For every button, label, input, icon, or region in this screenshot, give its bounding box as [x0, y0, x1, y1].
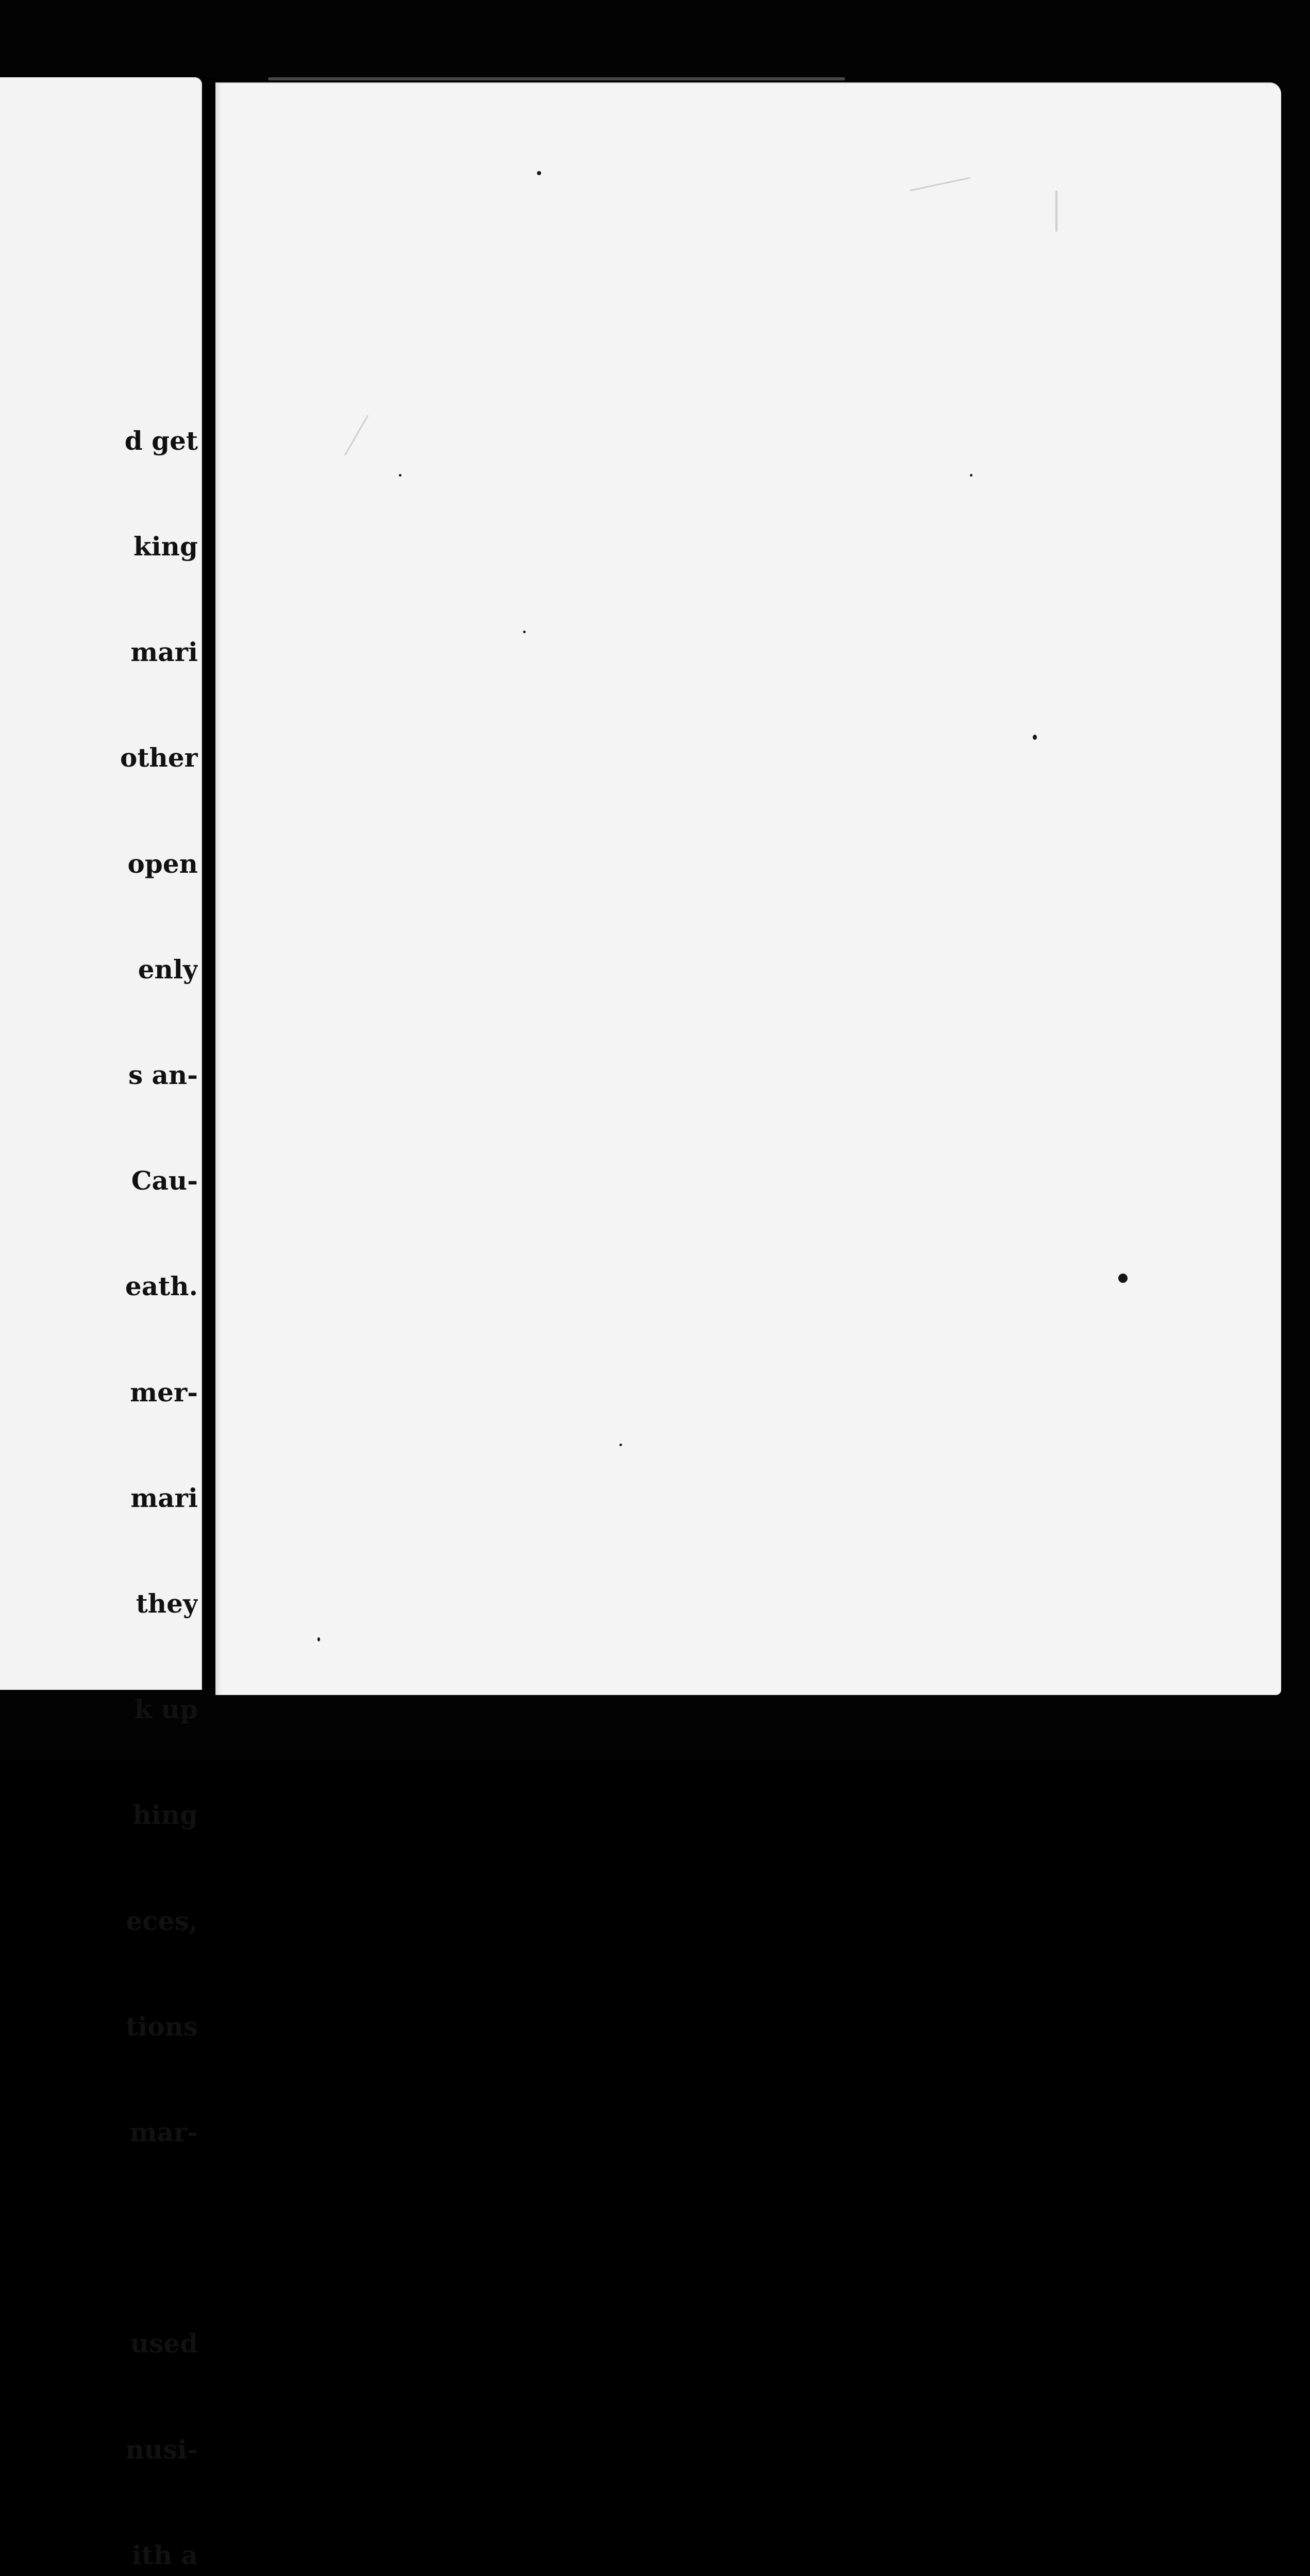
text-line: mari — [130, 637, 198, 668]
text-line: enly — [138, 954, 198, 985]
scan-scratch — [1055, 191, 1057, 232]
paragraph-gap — [12, 2221, 198, 2256]
text-line: they — [136, 1588, 198, 1619]
scan-speck — [970, 474, 972, 477]
left-page — [0, 77, 202, 2570]
text-line: used — [130, 2328, 198, 2359]
text-line: s an- — [128, 1060, 198, 1091]
text-line: mari — [130, 1482, 198, 1513]
scan-speck — [399, 474, 401, 477]
scan-speck — [619, 1444, 622, 1446]
text-line: hing — [132, 1800, 198, 1831]
text-line: Cau- — [131, 1165, 198, 1196]
text-line: mar- — [129, 2117, 198, 2148]
scan-speck — [1118, 1274, 1128, 1283]
scan-speck — [317, 1637, 320, 1641]
book-gutter — [202, 77, 215, 1690]
left-page-text — [12, 353, 198, 2576]
scan-speck — [537, 171, 541, 175]
text-line: mer- — [130, 1377, 198, 1408]
text-line: d get — [124, 425, 198, 456]
scan-scratch — [910, 177, 970, 192]
text-line: ith a — [131, 2539, 198, 2570]
text-line: open — [127, 848, 198, 879]
right-page-blank — [215, 82, 1281, 1695]
text-line: eath. — [125, 1271, 198, 1302]
text-line: eces, — [126, 1905, 198, 1936]
page-top-edge — [268, 77, 845, 80]
text-line: k up — [134, 1694, 198, 1725]
text-line: king — [133, 531, 198, 562]
text-line: nusi- — [125, 2434, 198, 2465]
scan-speck — [523, 631, 526, 633]
scan-speck — [1033, 735, 1037, 740]
scan-scratch — [344, 415, 369, 455]
text-line: tions — [126, 2011, 198, 2042]
text-line: other — [120, 742, 198, 773]
